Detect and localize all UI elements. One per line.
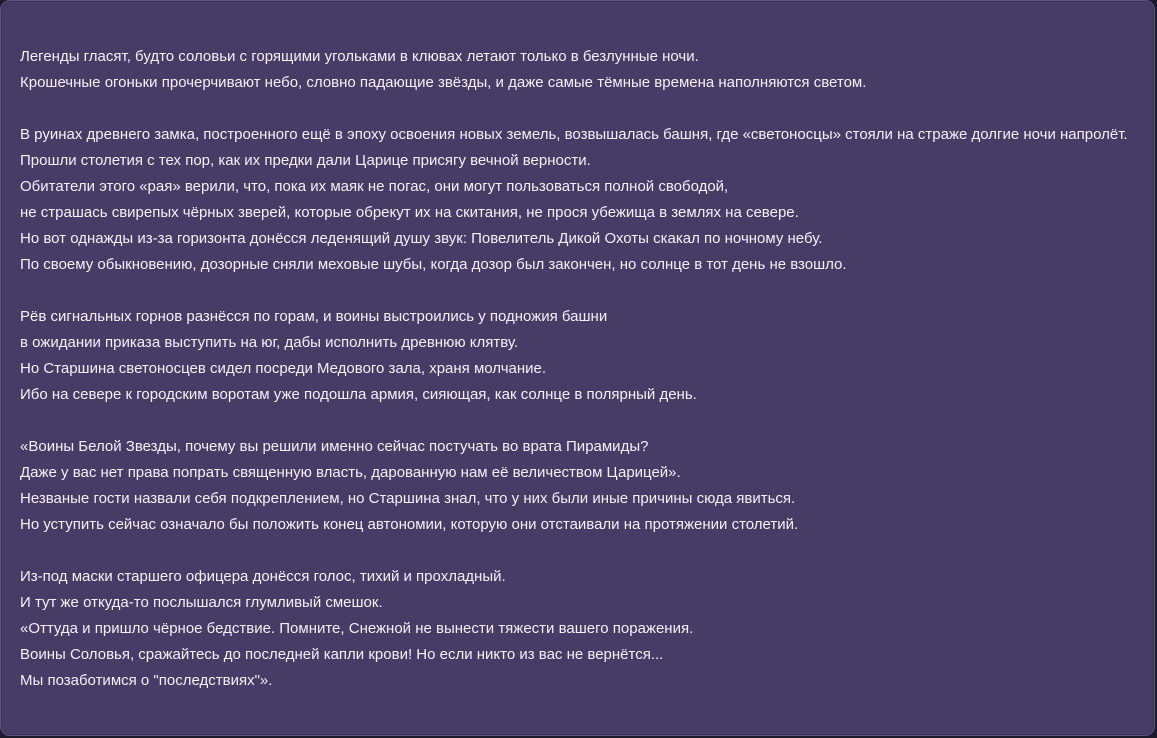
text-line: И тут же откуда-то послышался глумливый смешок.: [20, 594, 383, 611]
paragraph-4: [20, 434, 1134, 538]
text-line: Прошли столетия с тех пор, как их предки дали Царице присягу вечной верности.: [20, 152, 591, 169]
text-line: Но Старшина светоносцев сидел посреди Медового зала, храня молчание.: [20, 360, 547, 377]
text-line: Из-под маски старшего офицера донёсся голос, тихий и прохладный.: [20, 568, 506, 585]
paragraph-2: [20, 122, 1134, 278]
text-line: Воины Соловья, сражайтесь до последней капли крови! Но если никто из вас не вернётся...: [20, 646, 664, 663]
text-line: Крошечные огоньки прочерчивают небо, словно падающие звёзды, и даже самые тёмные времена наполняются светом.: [20, 74, 867, 91]
text-line: не страшась свирепых чёрных зверей, которые обрекут их на скитания, не прося убежища в землях на севере.: [20, 204, 799, 221]
text-line: «Воины Белой Звезды, почему вы решили именно сейчас постучать во врата Пирамиды?: [20, 438, 649, 455]
paragraph-5: [20, 564, 1134, 694]
text-line: Незваные гости назвали себя подкреплением, но Старшина знал, что у них были иные причины сюда явиться.: [20, 490, 796, 507]
text-line: Легенды гласят, будто соловьи с горящими угольками в клювах летают только в безлунные ночи.: [20, 48, 699, 65]
text-line: Мы позаботимся о "последствиях"».: [20, 672, 273, 689]
text-line: Но вот однажды из-за горизонта донёсся леденящий душу звук: Повелитель Дикой Охоты скакал по ночному небу.: [20, 230, 823, 247]
text-line: В руинах древнего замка, построенного ещё в эпоху освоения новых земель, возвышалась башня, где «светоносцы» стояли на страже долгие ночи напролёт.: [20, 126, 1128, 143]
text-line: Даже у вас нет права попрать священную власть, дарованную нам её величеством Царицей».: [20, 464, 681, 481]
text-line: Ибо на севере к городским воротам уже подошла армия, сияющая, как солнце в полярный день.: [20, 386, 697, 403]
text-line: Рёв сигнальных горнов разнёсся по горам, и воины выстроились у подножия башни: [20, 308, 608, 325]
text-line: в ожидании приказа выступить на юг, дабы исполнить древнюю клятву.: [20, 334, 519, 351]
text-line: «Оттуда и пришло чёрное бедствие. Помните, Снежной не вынести тяжести вашего поражения.: [20, 620, 694, 637]
paragraph-3: [20, 304, 1134, 408]
paragraph-1: [20, 44, 1134, 96]
text-line: По своему обыкновению, дозорные сняли меховые шубы, когда дозор был закончен, но солнце в тот день не взошло.: [20, 256, 847, 273]
text-line: Обитатели этого «рая» верили, что, пока их маяк не погас, они могут пользоваться полной свободой,: [20, 178, 729, 195]
text-line: Но уступить сейчас означало бы положить конец автономии, которую они отстаивали на протяжении столетий.: [20, 516, 799, 533]
